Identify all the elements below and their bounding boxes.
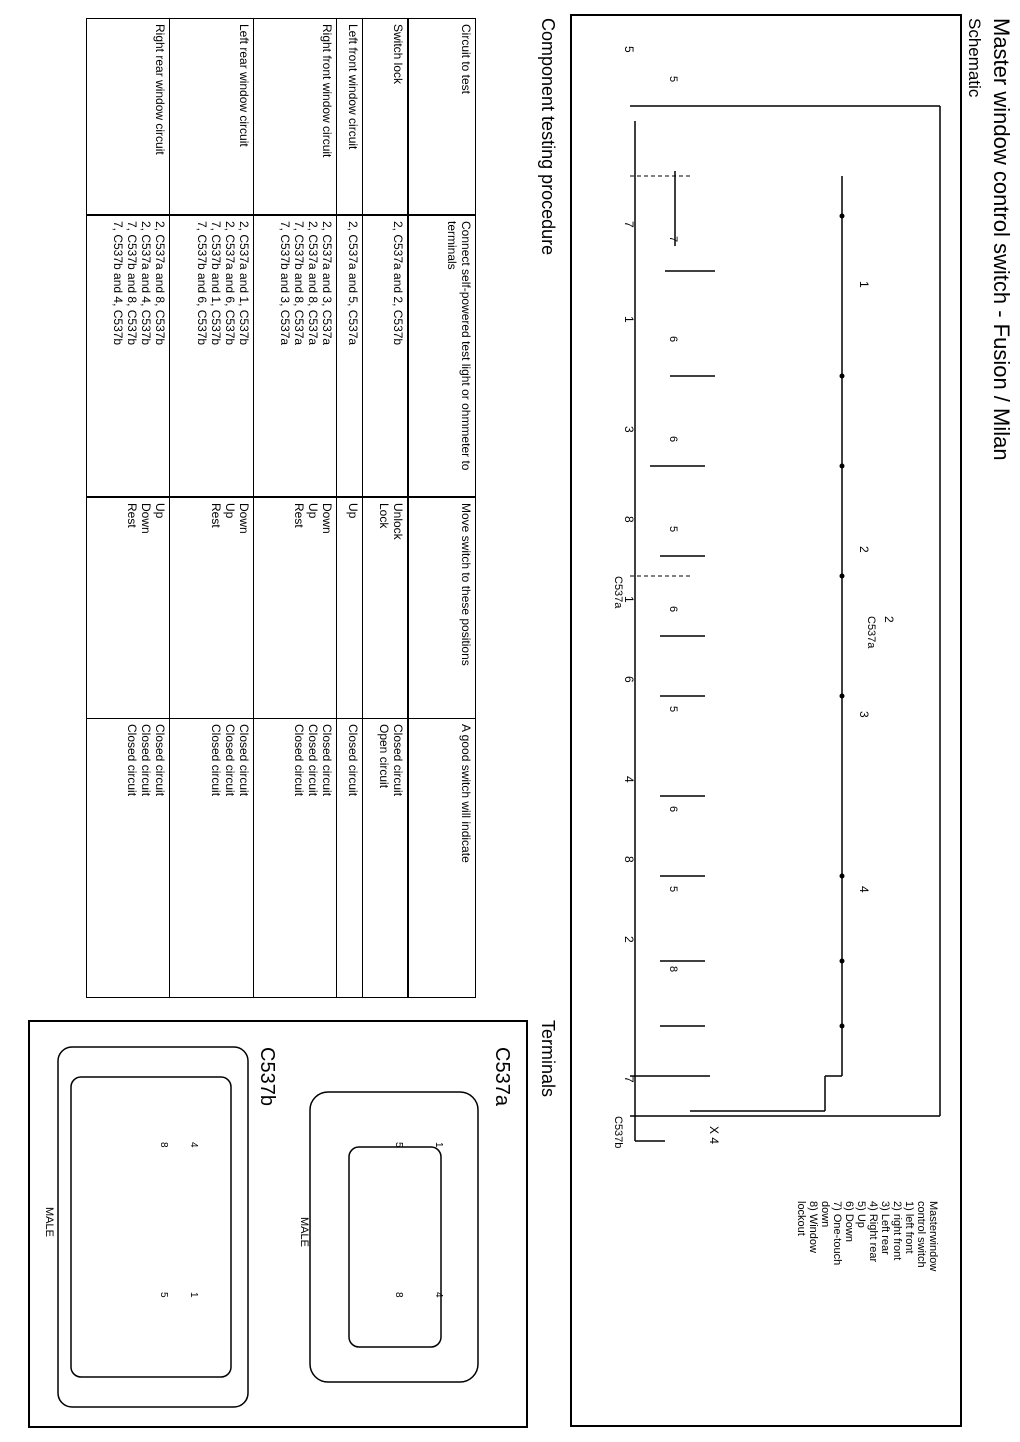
testing-title: Component testing procedure <box>538 18 558 256</box>
c537a-pin-1: 1 <box>433 1142 444 1148</box>
positions-cell-line: Up <box>305 503 320 519</box>
left-terminal-label: 4 <box>622 776 636 783</box>
inner-label: 6 <box>667 336 679 343</box>
schematic-label-1: 1 <box>857 281 871 288</box>
legend <box>795 1201 939 1271</box>
left-terminal-label: 1 <box>622 316 636 323</box>
terminals-cell-line: 2, C537a and 6, C537b <box>222 221 237 346</box>
positions-cell-line: Up <box>222 503 237 519</box>
positions-cell <box>170 497 253 719</box>
positions-cell-line: Rest <box>208 503 223 528</box>
page-title: Master window control switch - Fusion / Milan <box>989 18 1014 461</box>
positions-cell <box>336 497 362 719</box>
positions-cell <box>87 497 170 719</box>
positions-cell-line: Rest <box>125 503 140 528</box>
terminals-cell-line: 2, C537a and 2, C537b <box>390 221 405 346</box>
c537a-pin-5: 5 <box>393 1142 404 1148</box>
legend-item: lockout <box>795 1201 807 1236</box>
results-cell <box>362 719 408 998</box>
terminals-cell-line: 2, C537a and 1, C537b <box>236 221 251 346</box>
results-cell-line: Closed circuit <box>319 724 334 797</box>
connector-a-pin: 2 <box>882 616 896 623</box>
legend-item: Masterwindow <box>927 1201 939 1272</box>
terminals-cell-line: 2, C537a and 3, C537a <box>319 221 334 346</box>
inner-labels <box>667 76 679 972</box>
results-cell-line: Closed circuit <box>222 724 237 797</box>
c537a-pin-4: 4 <box>433 1292 444 1298</box>
circuit-cell-line: Switch lock <box>390 24 405 85</box>
inner-label: 6 <box>667 436 679 443</box>
terminals-title: Terminals <box>538 1020 558 1098</box>
results-cell-line: Closed circuit <box>390 724 405 797</box>
inner-label: 7 <box>667 236 679 243</box>
results-cell-line: Closed circuit <box>125 724 140 797</box>
inner-label: 6 <box>667 606 679 613</box>
results-cell <box>87 719 170 998</box>
schematic-label-4: 4 <box>857 886 871 893</box>
inner-label: 5 <box>667 76 679 83</box>
col-result: A good switch will indicate <box>408 719 476 998</box>
positions-cell-line: Up <box>153 503 168 519</box>
circuit-cell-line: Right rear window circuit <box>153 24 168 155</box>
legend-item: 1) left front <box>903 1201 915 1254</box>
legend-item: 5) Up <box>855 1201 867 1228</box>
legend-item: 7) One-touch <box>831 1201 843 1266</box>
terminals-frame <box>28 1020 528 1428</box>
positions-cell-line: Rest <box>291 503 306 528</box>
positions-cell-line: Up <box>345 503 360 519</box>
left-terminal-label: 2 <box>622 936 636 943</box>
c537b-gender: MALE <box>43 1207 55 1237</box>
results-cell-line: Open circuit <box>376 724 391 789</box>
positions-cell-line: Lock <box>376 503 391 529</box>
table-row <box>170 19 253 998</box>
inner-label: 8 <box>667 966 679 973</box>
left-terminal-labels <box>622 46 636 1083</box>
circuit-cell-line: Left rear window circuit <box>236 24 251 147</box>
c537b-pin-4: 4 <box>188 1142 199 1148</box>
left-connector-b: C537b <box>612 1116 624 1149</box>
schematic-label-3: 3 <box>857 711 871 718</box>
results-cell-line: Closed circuit <box>345 724 360 797</box>
legend-item: 2) right front <box>891 1201 903 1261</box>
terminals-cell <box>336 215 362 497</box>
col-connect: Connect self-powered test light or ohmmeter to terminals <box>408 215 476 497</box>
terminals-cell <box>253 215 336 497</box>
schematic-frame <box>570 14 962 1427</box>
table-row <box>362 19 408 998</box>
results-cell-line: Closed circuit <box>291 724 306 797</box>
c537a-name: C537a <box>491 1047 513 1106</box>
legend-item: 8) Window <box>807 1201 819 1253</box>
c537a-pin-8: 8 <box>393 1292 404 1298</box>
circuit-cell <box>336 19 362 216</box>
positions-cell-line: Unlock <box>390 503 405 540</box>
table-row <box>336 19 362 998</box>
circuit-cell <box>362 19 408 216</box>
inner-label: 5 <box>667 886 679 893</box>
c537b-pin-8: 8 <box>158 1142 169 1148</box>
circuit-cell <box>170 19 253 216</box>
left-terminal-label: 7 <box>622 221 636 228</box>
c537b-name: C537b <box>256 1047 278 1106</box>
terminals-cell-line: 7, C537b and 8, C537b <box>125 221 140 346</box>
results-cell-line: Closed circuit <box>305 724 320 797</box>
circuit-cell <box>87 19 170 216</box>
terminals-cell <box>87 215 170 497</box>
legend-item: down <box>819 1201 831 1228</box>
circuit-cell <box>253 19 336 216</box>
inner-label: 5 <box>667 706 679 713</box>
terminals-cell-line: 7, C537b and 8, C537a <box>291 221 306 346</box>
left-terminal-label: 6 <box>622 676 636 683</box>
c537a-gender: MALE <box>298 1217 310 1247</box>
left-connector-a: C537a <box>612 576 624 609</box>
circuit-cell-line: Right front window circuit <box>319 24 334 158</box>
results-cell-line: Closed circuit <box>208 724 223 797</box>
terminals-cell-line: 2, C537a and 4, C537b <box>139 221 154 346</box>
legend-item: control switch <box>915 1201 927 1268</box>
terminals-cell-line: 7, C537b and 3, C537a <box>277 221 292 346</box>
table-row <box>253 19 336 998</box>
schematic-label-2: 2 <box>857 546 871 553</box>
terminals-cell <box>170 215 253 497</box>
schematic-diagram <box>572 16 960 1425</box>
legend-item: 6) Down <box>843 1201 855 1242</box>
results-cell <box>170 719 253 998</box>
testing-table <box>86 18 476 998</box>
results-cell-line: Closed circuit <box>236 724 251 797</box>
page-subtitle: Schematic <box>965 18 984 98</box>
legend-item: 4) Right rear <box>867 1201 879 1263</box>
c537b-pin-5: 5 <box>158 1292 169 1298</box>
positions-cell-line: Down <box>139 503 154 534</box>
left-terminal-label: 8 <box>622 516 636 523</box>
connector-a-name: C537a <box>865 616 877 649</box>
inner-label: 5 <box>667 526 679 533</box>
terminals-cell <box>362 215 408 497</box>
left-terminal-label: 3 <box>622 426 636 433</box>
terminals-cell-line: 2, C537a and 5, C537a <box>345 221 360 346</box>
terminals-cell-line: 7, C537b and 6, C537b <box>194 221 209 346</box>
left-terminal-label: 8 <box>622 856 636 863</box>
table-row <box>87 19 170 998</box>
terminals-diagram <box>30 1022 526 1426</box>
col-move: Move switch to these positions <box>408 497 476 719</box>
positions-cell-line: Down <box>236 503 251 534</box>
results-cell <box>336 719 362 998</box>
c537b-pin-1: 1 <box>188 1292 199 1298</box>
circuit-cell-line: Left front window circuit <box>345 24 360 150</box>
results-cell-line: Closed circuit <box>153 724 168 797</box>
terminals-cell-line: 7, C537b and 1, C537b <box>208 221 223 346</box>
positions-cell-line: Down <box>319 503 334 534</box>
positions-cell <box>362 497 408 719</box>
left-terminal-label: 7 <box>622 1076 636 1083</box>
legend-item: 3) Left rear <box>879 1201 891 1255</box>
positions-cell <box>253 497 336 719</box>
terminals-cell-line: 2, C537a and 8, C537b <box>153 221 168 346</box>
terminals-cell-line: 2, C537a and 8, C537a <box>305 221 320 346</box>
left-terminal-label: 5 <box>622 46 636 53</box>
terminals-cell-line: 7, C537b and 4, C537b <box>111 221 126 346</box>
lamp-multiplier: X 4 <box>707 1126 721 1145</box>
results-cell-line: Closed circuit <box>139 724 154 797</box>
inner-label: 6 <box>667 806 679 813</box>
results-cell <box>253 719 336 998</box>
left-terminal-label: 1 <box>622 596 636 603</box>
col-circuit: Circuit to test <box>408 19 476 216</box>
